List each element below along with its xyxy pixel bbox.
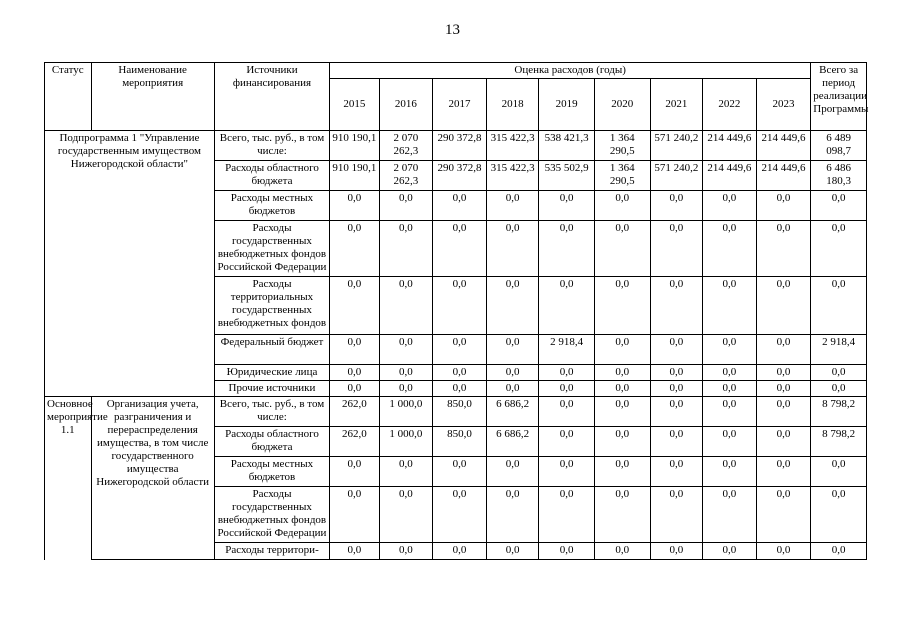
total-value-cell: 0,0 <box>811 221 867 277</box>
year-value-cell: 0,0 <box>486 221 539 277</box>
year-value-cell: 214 449,6 <box>703 131 757 161</box>
header-year: 2016 <box>379 79 433 131</box>
header-year: 2020 <box>594 79 650 131</box>
source-label: Расходы государственных внебюджетных фондов Российской Федерации <box>214 221 329 277</box>
year-value-cell: 0,0 <box>330 487 380 543</box>
year-value-cell: 0,0 <box>650 457 703 487</box>
table-row <box>45 397 867 427</box>
header-name: Наименование мероприятия <box>91 63 214 131</box>
year-value-cell: 0,0 <box>433 381 487 397</box>
source-label: Расходы областного бюджета <box>214 427 329 457</box>
header-sources: Источники финансирования <box>214 63 329 131</box>
header-year: 2017 <box>433 79 487 131</box>
year-value-cell: 0,0 <box>756 457 811 487</box>
year-value-cell: 850,0 <box>433 397 487 427</box>
year-value-cell: 0,0 <box>539 221 595 277</box>
year-value-cell: 6 686,2 <box>486 427 539 457</box>
year-value-cell: 0,0 <box>594 221 650 277</box>
year-value-cell: 0,0 <box>650 427 703 457</box>
header-year: 2015 <box>330 79 380 131</box>
year-value-cell: 0,0 <box>650 191 703 221</box>
header-year: 2023 <box>756 79 811 131</box>
year-value-cell: 214 449,6 <box>703 161 757 191</box>
year-value-cell: 0,0 <box>433 277 487 335</box>
year-value-cell: 0,0 <box>379 457 433 487</box>
year-value-cell: 0,0 <box>379 335 433 365</box>
year-value-cell: 0,0 <box>594 335 650 365</box>
year-value-cell: 2 070 262,3 <box>379 131 433 161</box>
year-value-cell: 0,0 <box>594 277 650 335</box>
total-value-cell: 8 798,2 <box>811 427 867 457</box>
year-value-cell: 0,0 <box>703 191 757 221</box>
subprogram-name: Подпрограмма 1 "Управление государственным имуществом Нижегородской области" <box>45 131 215 397</box>
year-value-cell: 0,0 <box>539 365 595 381</box>
total-value-cell: 0,0 <box>811 457 867 487</box>
year-value-cell: 0,0 <box>594 487 650 543</box>
year-value-cell: 0,0 <box>433 457 487 487</box>
year-value-cell: 910 190,1 <box>330 131 380 161</box>
year-value-cell: 0,0 <box>756 191 811 221</box>
year-value-cell: 0,0 <box>650 487 703 543</box>
year-value-cell: 0,0 <box>650 543 703 560</box>
year-value-cell: 0,0 <box>486 335 539 365</box>
year-value-cell: 1 000,0 <box>379 427 433 457</box>
year-value-cell: 0,0 <box>594 427 650 457</box>
source-label: Расходы областного бюджета <box>214 161 329 191</box>
year-value-cell: 290 372,8 <box>433 131 487 161</box>
activity-status: Основное мероприятие 1.1 <box>45 397 92 560</box>
year-value-cell: 0,0 <box>703 381 757 397</box>
year-value-cell: 214 449,6 <box>756 161 811 191</box>
year-value-cell: 0,0 <box>703 277 757 335</box>
year-value-cell: 0,0 <box>703 487 757 543</box>
year-value-cell: 0,0 <box>379 381 433 397</box>
year-value-cell: 0,0 <box>756 427 811 457</box>
year-value-cell: 0,0 <box>433 365 487 381</box>
total-value-cell: 8 798,2 <box>811 397 867 427</box>
year-value-cell: 0,0 <box>756 365 811 381</box>
total-value-cell: 0,0 <box>811 543 867 560</box>
year-value-cell: 0,0 <box>433 191 487 221</box>
total-value-cell: 0,0 <box>811 381 867 397</box>
page-number: 13 <box>445 22 460 38</box>
year-value-cell: 6 686,2 <box>486 397 539 427</box>
year-value-cell: 0,0 <box>486 381 539 397</box>
year-value-cell: 2 070 262,3 <box>379 161 433 191</box>
year-value-cell: 214 449,6 <box>756 131 811 161</box>
year-value-cell: 0,0 <box>433 487 487 543</box>
year-value-cell: 0,0 <box>756 397 811 427</box>
year-value-cell: 535 502,9 <box>539 161 595 191</box>
source-label: Расходы территориальных государственных внебюджетных фондов <box>214 277 329 335</box>
year-value-cell: 0,0 <box>650 397 703 427</box>
year-value-cell: 0,0 <box>539 381 595 397</box>
header-status: Статус <box>45 63 92 131</box>
total-value-cell: 0,0 <box>811 487 867 543</box>
year-value-cell: 0,0 <box>379 191 433 221</box>
year-value-cell: 0,0 <box>486 457 539 487</box>
table-row <box>45 131 867 161</box>
year-value-cell: 910 190,1 <box>330 161 380 191</box>
year-value-cell: 0,0 <box>703 335 757 365</box>
year-value-cell: 571 240,2 <box>650 161 703 191</box>
year-value-cell: 0,0 <box>486 543 539 560</box>
year-value-cell: 262,0 <box>330 427 380 457</box>
total-value-cell: 2 918,4 <box>811 335 867 365</box>
total-value-cell: 0,0 <box>811 365 867 381</box>
year-value-cell: 315 422,3 <box>486 161 539 191</box>
source-label: Юридические лица <box>214 365 329 381</box>
year-value-cell: 0,0 <box>594 543 650 560</box>
source-label: Расходы местных бюджетов <box>214 457 329 487</box>
year-value-cell: 0,0 <box>330 221 380 277</box>
year-value-cell: 0,0 <box>486 277 539 335</box>
source-label: Федеральный бюджет <box>214 335 329 365</box>
year-value-cell: 0,0 <box>650 335 703 365</box>
year-value-cell: 0,0 <box>756 381 811 397</box>
year-value-cell: 0,0 <box>330 457 380 487</box>
year-value-cell: 0,0 <box>379 487 433 543</box>
year-value-cell: 0,0 <box>486 487 539 543</box>
total-value-cell: 6 486 180,3 <box>811 161 867 191</box>
year-value-cell: 0,0 <box>650 365 703 381</box>
year-value-cell: 0,0 <box>433 543 487 560</box>
year-value-cell: 0,0 <box>486 191 539 221</box>
year-value-cell: 1 364 290,5 <box>594 131 650 161</box>
year-value-cell: 0,0 <box>330 191 380 221</box>
year-value-cell: 0,0 <box>756 543 811 560</box>
year-value-cell: 0,0 <box>594 457 650 487</box>
year-value-cell: 0,0 <box>379 365 433 381</box>
year-value-cell: 290 372,8 <box>433 161 487 191</box>
year-value-cell: 0,0 <box>379 277 433 335</box>
source-label: Всего, тыс. руб., в том числе: <box>214 397 329 427</box>
year-value-cell: 0,0 <box>703 397 757 427</box>
year-value-cell: 0,0 <box>703 221 757 277</box>
year-value-cell: 0,0 <box>650 381 703 397</box>
source-label: Расходы государственных внебюджетных фондов Российской Федерации <box>214 487 329 543</box>
year-value-cell: 0,0 <box>756 487 811 543</box>
year-value-cell: 0,0 <box>756 221 811 277</box>
year-value-cell: 0,0 <box>486 365 539 381</box>
header-year: 2018 <box>486 79 539 131</box>
year-value-cell: 0,0 <box>330 365 380 381</box>
header-year: 2021 <box>650 79 703 131</box>
header-estimate: Оценка расходов (годы) <box>330 63 811 79</box>
header-total: Всего за период реализации Программы <box>811 63 867 131</box>
year-value-cell: 538 421,3 <box>539 131 595 161</box>
year-value-cell: 0,0 <box>703 427 757 457</box>
activity-name: Организация учета, разграничения и перераспределения имущества, в том числе государственного имущества Нижегородской области <box>91 397 214 560</box>
year-value-cell: 0,0 <box>756 277 811 335</box>
year-value-cell: 0,0 <box>650 221 703 277</box>
year-value-cell: 0,0 <box>539 397 595 427</box>
year-value-cell: 0,0 <box>539 277 595 335</box>
year-value-cell: 315 422,3 <box>486 131 539 161</box>
header-year: 2022 <box>703 79 757 131</box>
year-value-cell: 0,0 <box>594 365 650 381</box>
year-value-cell: 2 918,4 <box>539 335 595 365</box>
year-value-cell: 0,0 <box>539 457 595 487</box>
year-value-cell: 0,0 <box>703 365 757 381</box>
budget-table <box>44 62 867 560</box>
year-value-cell: 0,0 <box>379 543 433 560</box>
source-label: Всего, тыс. руб., в том числе: <box>214 131 329 161</box>
source-label: Расходы местных бюджетов <box>214 191 329 221</box>
year-value-cell: 850,0 <box>433 427 487 457</box>
year-value-cell: 571 240,2 <box>650 131 703 161</box>
source-label: Расходы территори- <box>214 543 329 560</box>
year-value-cell: 0,0 <box>594 191 650 221</box>
year-value-cell: 0,0 <box>379 221 433 277</box>
year-value-cell: 0,0 <box>539 191 595 221</box>
year-value-cell: 0,0 <box>330 277 380 335</box>
year-value-cell: 0,0 <box>433 335 487 365</box>
year-value-cell: 0,0 <box>756 335 811 365</box>
year-value-cell: 0,0 <box>703 457 757 487</box>
source-label: Прочие источники <box>214 381 329 397</box>
year-value-cell: 0,0 <box>330 381 380 397</box>
year-value-cell: 0,0 <box>650 277 703 335</box>
year-value-cell: 0,0 <box>539 427 595 457</box>
year-value-cell: 0,0 <box>539 487 595 543</box>
year-value-cell: 0,0 <box>594 397 650 427</box>
year-value-cell: 1 364 290,5 <box>594 161 650 191</box>
year-value-cell: 0,0 <box>594 381 650 397</box>
total-value-cell: 0,0 <box>811 277 867 335</box>
header-year: 2019 <box>539 79 595 131</box>
year-value-cell: 0,0 <box>330 543 380 560</box>
year-value-cell: 0,0 <box>330 335 380 365</box>
total-value-cell: 6 489 098,7 <box>811 131 867 161</box>
year-value-cell: 1 000,0 <box>379 397 433 427</box>
header-row <box>45 63 867 79</box>
year-value-cell: 0,0 <box>433 221 487 277</box>
year-value-cell: 262,0 <box>330 397 380 427</box>
year-value-cell: 0,0 <box>539 543 595 560</box>
year-value-cell: 0,0 <box>703 543 757 560</box>
total-value-cell: 0,0 <box>811 191 867 221</box>
